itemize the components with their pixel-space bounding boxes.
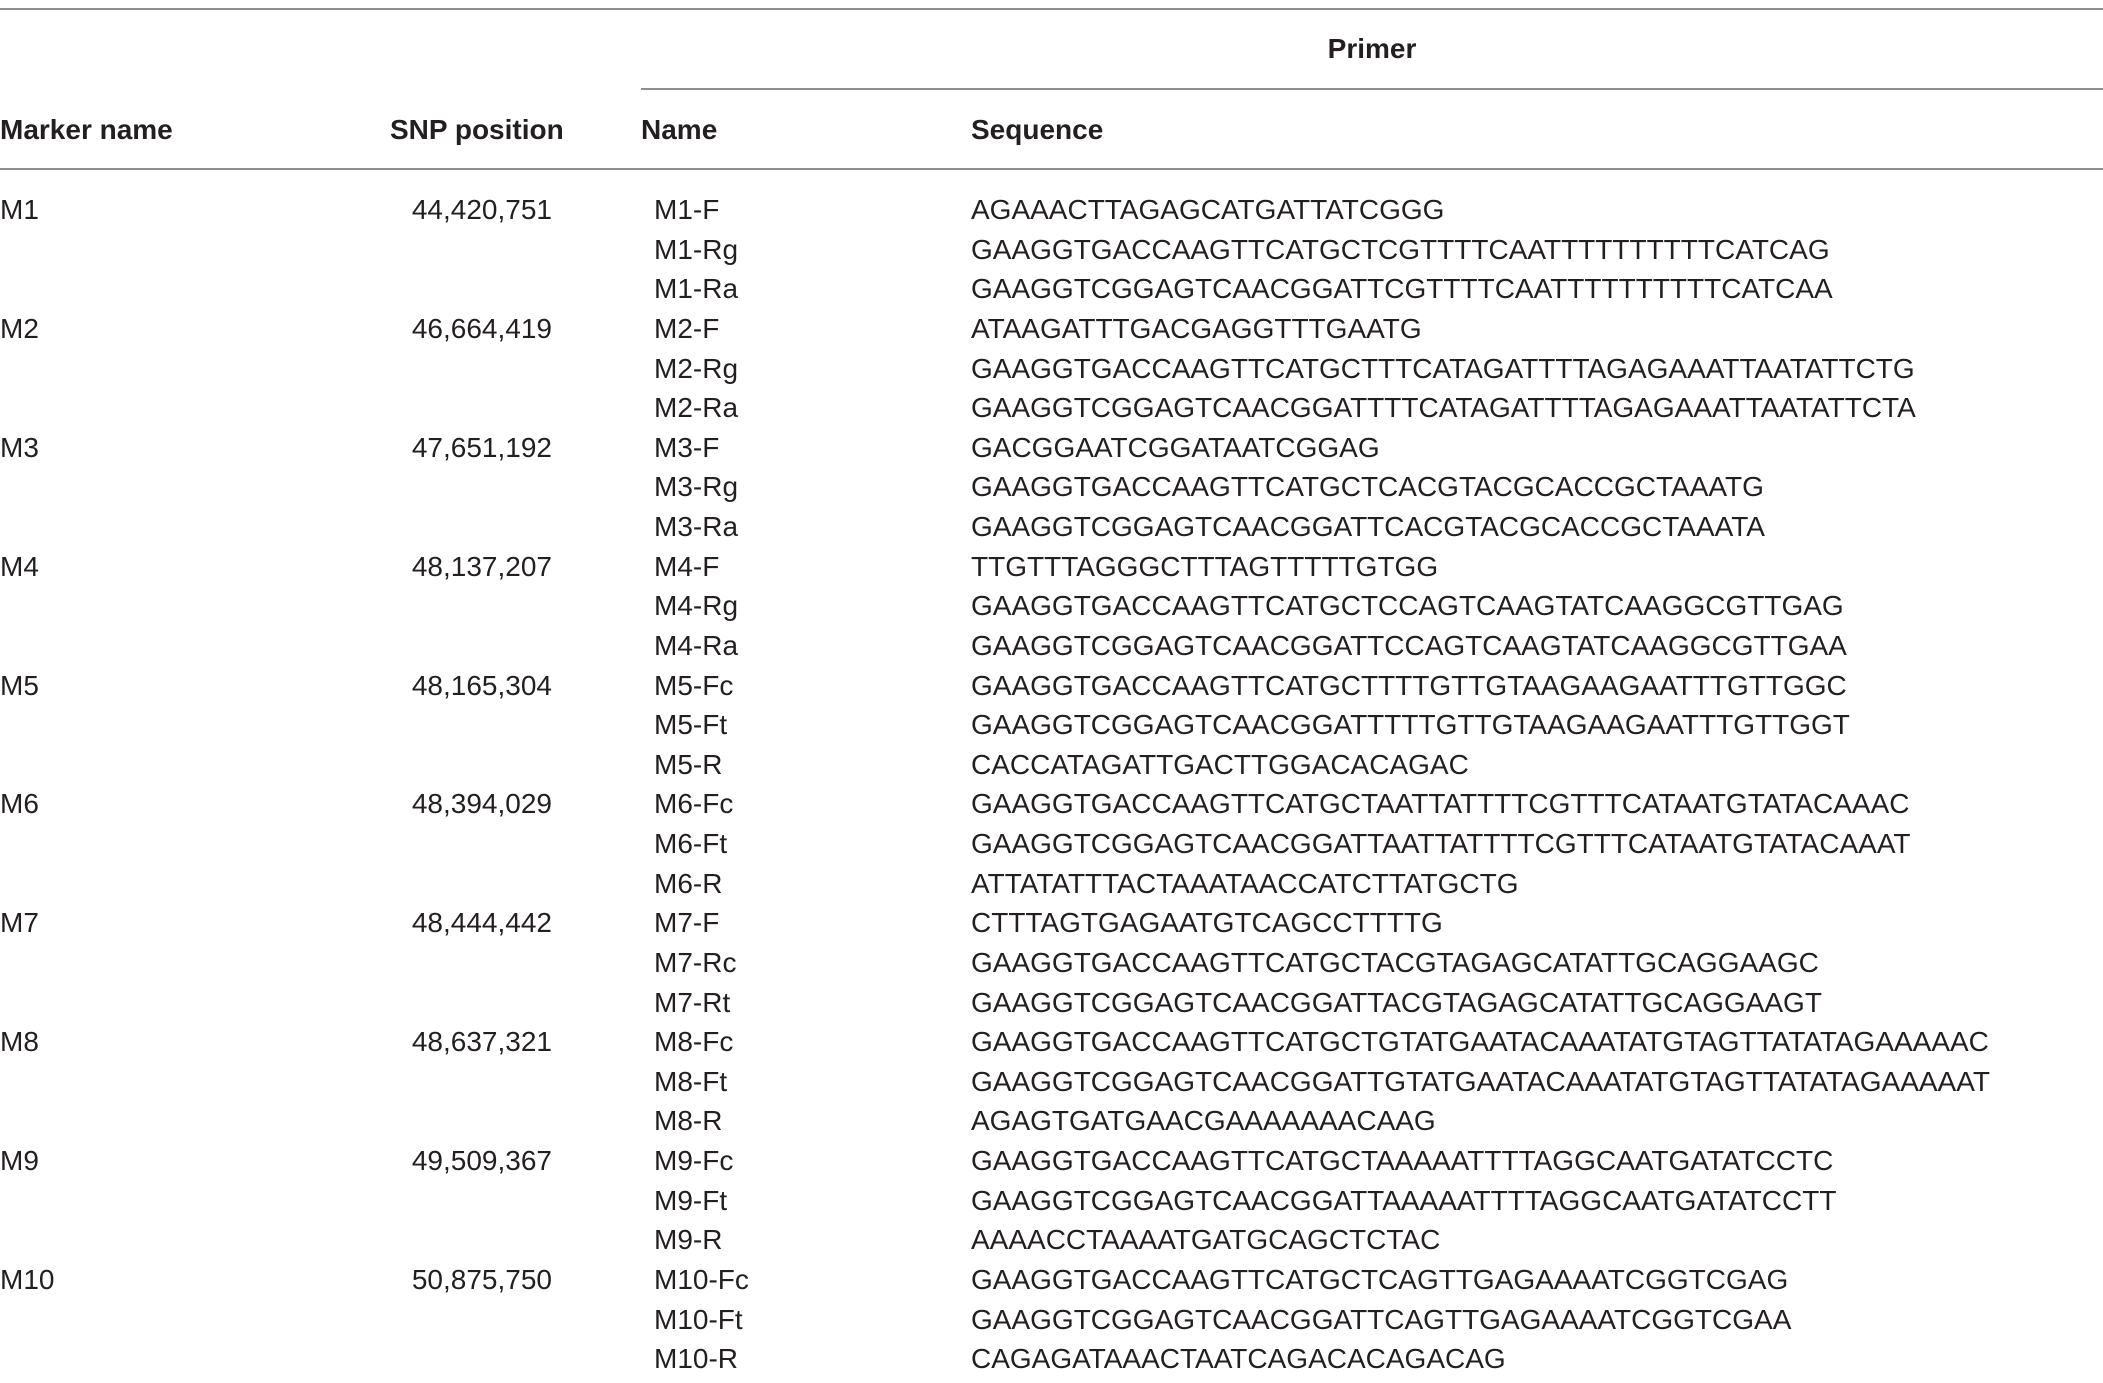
primer-name-cell: M9-Fc <box>654 1145 734 1176</box>
table-row <box>0 1300 2103 1340</box>
table-row <box>0 467 2103 507</box>
primer-name-cell: M10-Fc <box>654 1263 749 1295</box>
primer-sequence-cell: GAAGGTGACCAAGTTCATGCTGTATGAATACAAATATGTAGTTATATAGAAAAAC <box>971 1026 1989 1058</box>
primer-name-cell: M6-Ft <box>654 828 728 859</box>
primer-name-cell: M3-Rg <box>654 471 739 503</box>
table-row <box>0 1141 2103 1181</box>
table-row <box>0 864 2103 904</box>
primer-sequence-cell: GAAGGTGACCAAGTTCATGCTAAAAATTTTAGGCAATGATATCCTC <box>971 1145 1834 1176</box>
marker-name-cell: M10 <box>0 1263 55 1295</box>
primer-sequence-cell: AGAGTGATGAACGAAAAAAACAAG <box>971 1105 1436 1137</box>
table-row <box>0 309 2103 349</box>
table-row <box>0 190 2103 230</box>
header-bottom-rule <box>0 168 2103 170</box>
primer-name-cell: M1-F <box>654 194 720 225</box>
snp-position-cell: 46,664,419 <box>411 312 552 344</box>
snp-position-cell: 50,875,750 <box>411 1263 552 1295</box>
table-row <box>0 705 2103 745</box>
primer-sequence-cell: GAAGGTGACCAAGTTCATGCTCGTTTTCAATTTTTTTTTTCATCAG <box>971 233 1830 265</box>
table-row <box>0 1022 2103 1062</box>
primer-sequence-cell: GAAGGTCGGAGTCAACGGATTTTTGTTGTAAGAAGAATTTGTTGGT <box>971 709 1850 741</box>
table-row <box>0 666 2103 706</box>
primer-sequence-cell: GAAGGTGACCAAGTTCATGCTTTCATAGATTTTAGAGAAATTAATATTCTG <box>971 352 1915 384</box>
snp-position-cell: 48,637,321 <box>411 1026 552 1058</box>
primer-sequence-cell: CAGAGATAAACTAATCAGACACAGACAG <box>971 1343 1506 1375</box>
primer-sequence-cell: GAAGGTCGGAGTCAACGGATTTTCATAGATTTTAGAGAAATTAATATTCTA <box>971 392 1916 424</box>
snp-position-cell: 48,137,207 <box>411 550 552 582</box>
primer-sequence-cell: ATAAGATTTGACGAGGTTTGAATG <box>971 312 1422 344</box>
primer-name-cell: M2-Rg <box>654 352 739 384</box>
primer-sequence-cell: GAAGGTGACCAAGTTCATGCTAATTATTTTCGTTTCATAATGTATACAAAC <box>971 788 1910 820</box>
marker-name-cell: M4 <box>0 550 39 582</box>
table-row <box>0 547 2103 587</box>
primer-group-header: Primer <box>1327 33 1417 64</box>
primer-name-cell: M1-Rg <box>654 233 739 265</box>
snp-position-cell: 48,165,304 <box>411 669 552 701</box>
table-row <box>0 1220 2103 1260</box>
table-row <box>0 349 2103 389</box>
primer-name-cell: M4-Ra <box>654 629 739 661</box>
marker-name-cell: M9 <box>0 1145 39 1176</box>
primer-sequence-cell: AAAACCTAAAATGATGCAGCTCTAC <box>971 1224 1441 1256</box>
marker-name-cell: M8 <box>0 1026 39 1058</box>
primer-name-cell: M2-F <box>654 312 720 344</box>
table-row <box>0 428 2103 468</box>
primer-sequence-cell: GAAGGTGACCAAGTTCATGCTCCAGTCAAGTATCAAGGCGTTGAG <box>971 590 1844 622</box>
marker-name-cell: M7 <box>0 907 39 939</box>
table-row <box>0 824 2103 864</box>
primer-name-cell: M3-F <box>654 431 720 463</box>
table-row <box>0 507 2103 547</box>
primer-sequence-cell: GAAGGTCGGAGTCAACGGATTAATTATTTTCGTTTCATAATGTATACAAAT <box>971 828 1911 859</box>
primer-name-cell: M10-R <box>654 1343 739 1375</box>
table-row <box>0 745 2103 785</box>
table-row <box>0 1260 2103 1300</box>
table-row <box>0 1181 2103 1221</box>
primer-sequence-cell: GACGGAATCGGATAATCGGAG <box>971 431 1380 463</box>
marker-name-cell: M5 <box>0 669 39 701</box>
primer-sequence-cell: GAAGGTGACCAAGTTCATGCTACGTAGAGCATATTGCAGGAAGC <box>971 946 1819 978</box>
snp-position-cell: 48,394,029 <box>411 788 552 820</box>
primer-sequence-cell: GAAGGTCGGAGTCAACGGATTCGTTTTCAATTTTTTTTTTCATCAA <box>971 273 1833 305</box>
primer-sequence-cell: AGAAACTTAGAGCATGATTATCGGG <box>971 194 1445 225</box>
marker-name-cell: M1 <box>0 194 39 225</box>
table-row <box>0 388 2103 428</box>
snp-position-cell: 47,651,192 <box>411 431 552 463</box>
primer-name-cell: M8-R <box>654 1105 723 1137</box>
table-row <box>0 230 2103 270</box>
primer-name-cell: M7-Rt <box>654 986 731 1018</box>
primer-name-cell: M4-F <box>654 550 720 582</box>
primer-sequence-cell: CTTTAGTGAGAATGTCAGCCTTTTG <box>971 907 1443 939</box>
table-body <box>0 190 2103 1379</box>
table-top-rule <box>0 8 2103 10</box>
table-row <box>0 586 2103 626</box>
snp-position-cell: 44,420,751 <box>411 194 552 225</box>
primer-sequence-cell: GAAGGTGACCAAGTTCATGCTCACGTACGCACCGCTAAATG <box>971 471 1764 503</box>
primer-sequence-cell: GAAGGTCGGAGTCAACGGATTCCAGTCAAGTATCAAGGCGTTGAA <box>971 629 1847 661</box>
primer-name-cell: M6-Fc <box>654 788 734 820</box>
primer-sequence-cell: GAAGGTGACCAAGTTCATGCTCAGTTGAGAAAATCGGTCGAG <box>971 1263 1789 1295</box>
primer-name-cell: M9-R <box>654 1224 723 1256</box>
marker-name-cell: M6 <box>0 788 39 820</box>
primer-name-cell: M5-Fc <box>654 669 734 701</box>
snp-position-header: SNP position <box>390 114 564 145</box>
snp-position-cell: 49,509,367 <box>411 1145 552 1176</box>
primer-name-cell: M1-Ra <box>654 273 739 305</box>
table-row <box>0 784 2103 824</box>
table-row <box>0 1062 2103 1102</box>
primer-name-cell: M7-Rc <box>654 946 737 978</box>
marker-name-cell: M3 <box>0 431 39 463</box>
table-row <box>0 626 2103 666</box>
primer-sequence-header: Sequence <box>971 114 1104 145</box>
primer-name-header: Name <box>641 114 718 145</box>
primer-name-cell: M10-Ft <box>654 1303 743 1335</box>
table-row <box>0 903 2103 943</box>
primer-sequence-cell: CACCATAGATTGACTTGGACACAGAC <box>971 748 1469 780</box>
primer-sequence-cell: TTGTTTAGGGCTTTAGTTTTTGTGG <box>971 550 1439 582</box>
primer-sequence-cell: GAAGGTGACCAAGTTCATGCTTTTGTTGTAAGAAGAATTTGTTGGC <box>971 669 1847 701</box>
table-row <box>0 269 2103 309</box>
snp-position-cell: 48,444,442 <box>411 907 552 939</box>
primer-group-rule <box>641 88 2103 90</box>
primer-name-cell: M8-Fc <box>654 1026 734 1058</box>
table-row <box>0 1101 2103 1141</box>
primer-name-cell: M2-Ra <box>654 392 739 424</box>
primer-name-cell: M5-Ft <box>654 709 728 741</box>
primer-sequence-cell: GAAGGTCGGAGTCAACGGATTACGTAGAGCATATTGCAGGAAGT <box>971 986 1822 1018</box>
table-row <box>0 943 2103 983</box>
primer-name-cell: M9-Ft <box>654 1184 728 1216</box>
marker-name-cell: M2 <box>0 312 39 344</box>
primer-name-cell: M7-F <box>654 907 720 939</box>
primer-sequence-cell: GAAGGTCGGAGTCAACGGATTCAGTTGAGAAAATCGGTCGAA <box>971 1303 1792 1335</box>
primer-name-cell: M5-R <box>654 748 723 780</box>
primer-name-cell: M4-Rg <box>654 590 739 622</box>
primer-sequence-cell: GAAGGTCGGAGTCAACGGATTGTATGAATACAAATATGTAGTTATATAGAAAAAT <box>971 1065 1990 1097</box>
primer-name-cell: M6-R <box>654 867 723 899</box>
table-row <box>0 1339 2103 1379</box>
primer-sequence-cell: ATTATATTTACTAAATAACCATCTTATGCTG <box>971 867 1519 899</box>
primer-sequence-cell: GAAGGTCGGAGTCAACGGATTCACGTACGCACCGCTAAATA <box>971 511 1765 542</box>
marker-name-header: Marker name <box>0 114 173 145</box>
table-row <box>0 983 2103 1023</box>
primer-name-cell: M3-Ra <box>654 511 739 542</box>
primer-sequence-cell: GAAGGTCGGAGTCAACGGATTAAAAATTTTAGGCAATGATATCCTT <box>971 1184 1837 1216</box>
primer-name-cell: M8-Ft <box>654 1065 728 1097</box>
